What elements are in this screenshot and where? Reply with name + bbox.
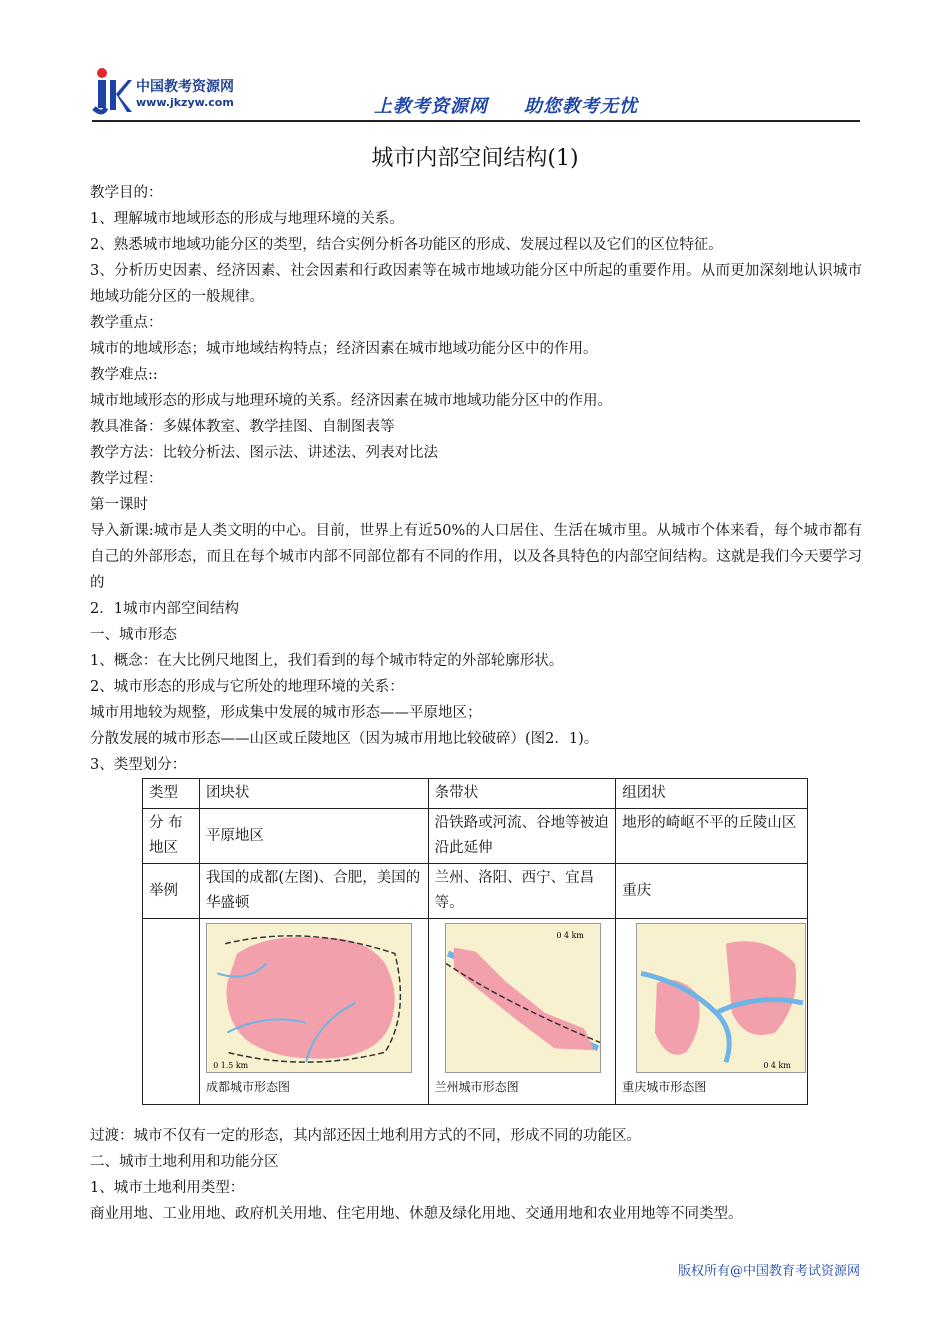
site-name: 中国教考资源网 [136, 79, 234, 95]
chengdu-map [206, 923, 412, 1073]
paragraph: 教学方法：比较分析法、图示法、讲述法、列表对比法 [90, 445, 438, 461]
paragraph: 教具准备：多媒体教室、教学挂图、自制图表等 [90, 419, 395, 435]
paragraph: 二、城市土地利用和功能分区 [90, 1154, 279, 1170]
table-cell: 条带状 [428, 779, 616, 809]
paragraph: 分散发展的城市形态——山区或丘陵地区（因为城市用地比较破碎）(图2．1)。 [90, 731, 599, 747]
paragraph: 过渡：城市不仅有一定的形态，其内部还因土地利用方式的不同，形成不同的功能区。 [90, 1128, 641, 1144]
paragraph: 1、概念：在大比例尺地图上，我们看到的每个城市特定的外部轮廓形状。 [90, 653, 564, 669]
table-cell: 分 布地区 [143, 809, 200, 864]
paragraph: 城市地域形态的形成与地理环境的关系。经济因素在城市地域功能分区中的作用。 [90, 393, 612, 409]
table-cell [143, 919, 200, 1105]
slogan [374, 92, 638, 118]
lanzhou-map [445, 923, 601, 1073]
body-text-2 [90, 1123, 862, 1227]
body-text [90, 180, 862, 778]
table-cell: 沿铁路或河流、谷地等被迫沿此延伸 [428, 809, 616, 864]
paragraph: 3、类型划分： [90, 757, 187, 773]
table-cell: 团块状 [199, 779, 428, 809]
paragraph: 1、理解城市地域形态的形成与地理环境的关系。 [90, 211, 404, 227]
table-row [143, 809, 808, 864]
paragraph: 3、分析历史因素、经济因素、社会因素和行政因素等在城市地域功能分区中所起的重要作用。从而更加深刻地认识城市地域功能分区的一般规律。 [90, 263, 862, 305]
paragraph: 2、城市形态的形成与它所处的地理环境的关系： [90, 679, 404, 695]
map-caption: 重庆城市形态图 [622, 1080, 707, 1094]
header-divider [92, 120, 860, 122]
site-url[interactable]: www.jkzyw.com [136, 96, 234, 109]
page-title: 城市内部空间结构(1) [371, 146, 579, 171]
map-caption: 成都城市形态图 [205, 1080, 290, 1094]
table-cell: 类型 [143, 779, 200, 809]
table-cell: 举例 [143, 864, 200, 919]
page-header [92, 62, 860, 122]
city-form-table [142, 778, 808, 1105]
paragraph: 城市的地域形态；城市地域结构特点；经济因素在城市地域功能分区中的作用。 [90, 341, 598, 357]
paragraph: 一、城市形态 [90, 627, 177, 643]
table-cell: 兰州、洛阳、西宁、宜昌等。 [428, 864, 616, 919]
chongqing-map-cell [616, 919, 808, 1105]
chengdu-map-cell [199, 919, 428, 1105]
chongqing-map [636, 923, 806, 1073]
table-row-maps [143, 919, 808, 1105]
slogan-left: 上教考资源网 [374, 96, 488, 117]
map-scale: 0 4 km [556, 930, 584, 940]
paragraph: 2．1城市内部空间结构 [90, 601, 239, 617]
table-cell: 地形的崎岖不平的丘陵山区 [616, 809, 808, 864]
paragraph: 教学重点： [90, 315, 163, 331]
map-scale: 0 1.5 km [213, 1061, 249, 1071]
copyright-footer: 版权所有@中国教育考试资源网 [677, 1264, 860, 1279]
slogan-right: 助您教考无忧 [524, 96, 638, 117]
paragraph: 教学目的： [90, 185, 163, 201]
table-cell: 组团状 [616, 779, 808, 809]
table-cell: 我国的成都(左图)、合肥，美国的华盛顿 [199, 864, 428, 919]
paragraph: 1、城市土地利用类型： [90, 1180, 245, 1196]
paragraph: 商业用地、工业用地、政府机关用地、住宅用地、休憩及绿化用地、交通用地和农业用地等不同类型。 [90, 1206, 743, 1222]
paragraph: 教学过程： [90, 471, 163, 487]
paragraph: 第一课时 [90, 497, 148, 513]
jk-logo-icon [92, 66, 132, 118]
map-caption: 兰州城市形态图 [434, 1080, 519, 1094]
paragraph: 2、熟悉城市地域功能分区的类型，结合实例分析各功能区的形成、发展过程以及它们的区位特征。 [90, 237, 723, 253]
lanzhou-map-cell [428, 919, 616, 1105]
table-header-row [143, 779, 808, 809]
table-cell: 平原地区 [199, 809, 428, 864]
paragraph: 城市用地较为规整，形成集中发展的城市形态——平原地区； [90, 705, 482, 721]
map-scale: 0 4 km [763, 1061, 792, 1071]
table-cell: 重庆 [616, 864, 808, 919]
paragraph: 导入新课:城市是人类文明的中心。目前，世界上有近50%的人口居住、生活在城市里。从城市个体来看，每个城市都有自己的外部形态，而且在每个城市内部不同部位都有不同的作用，以及各具特色的内部空间结构。这就是我们今天要学习的 [90, 523, 862, 591]
table-row [143, 864, 808, 919]
paragraph: 教学难点:: [90, 367, 158, 383]
